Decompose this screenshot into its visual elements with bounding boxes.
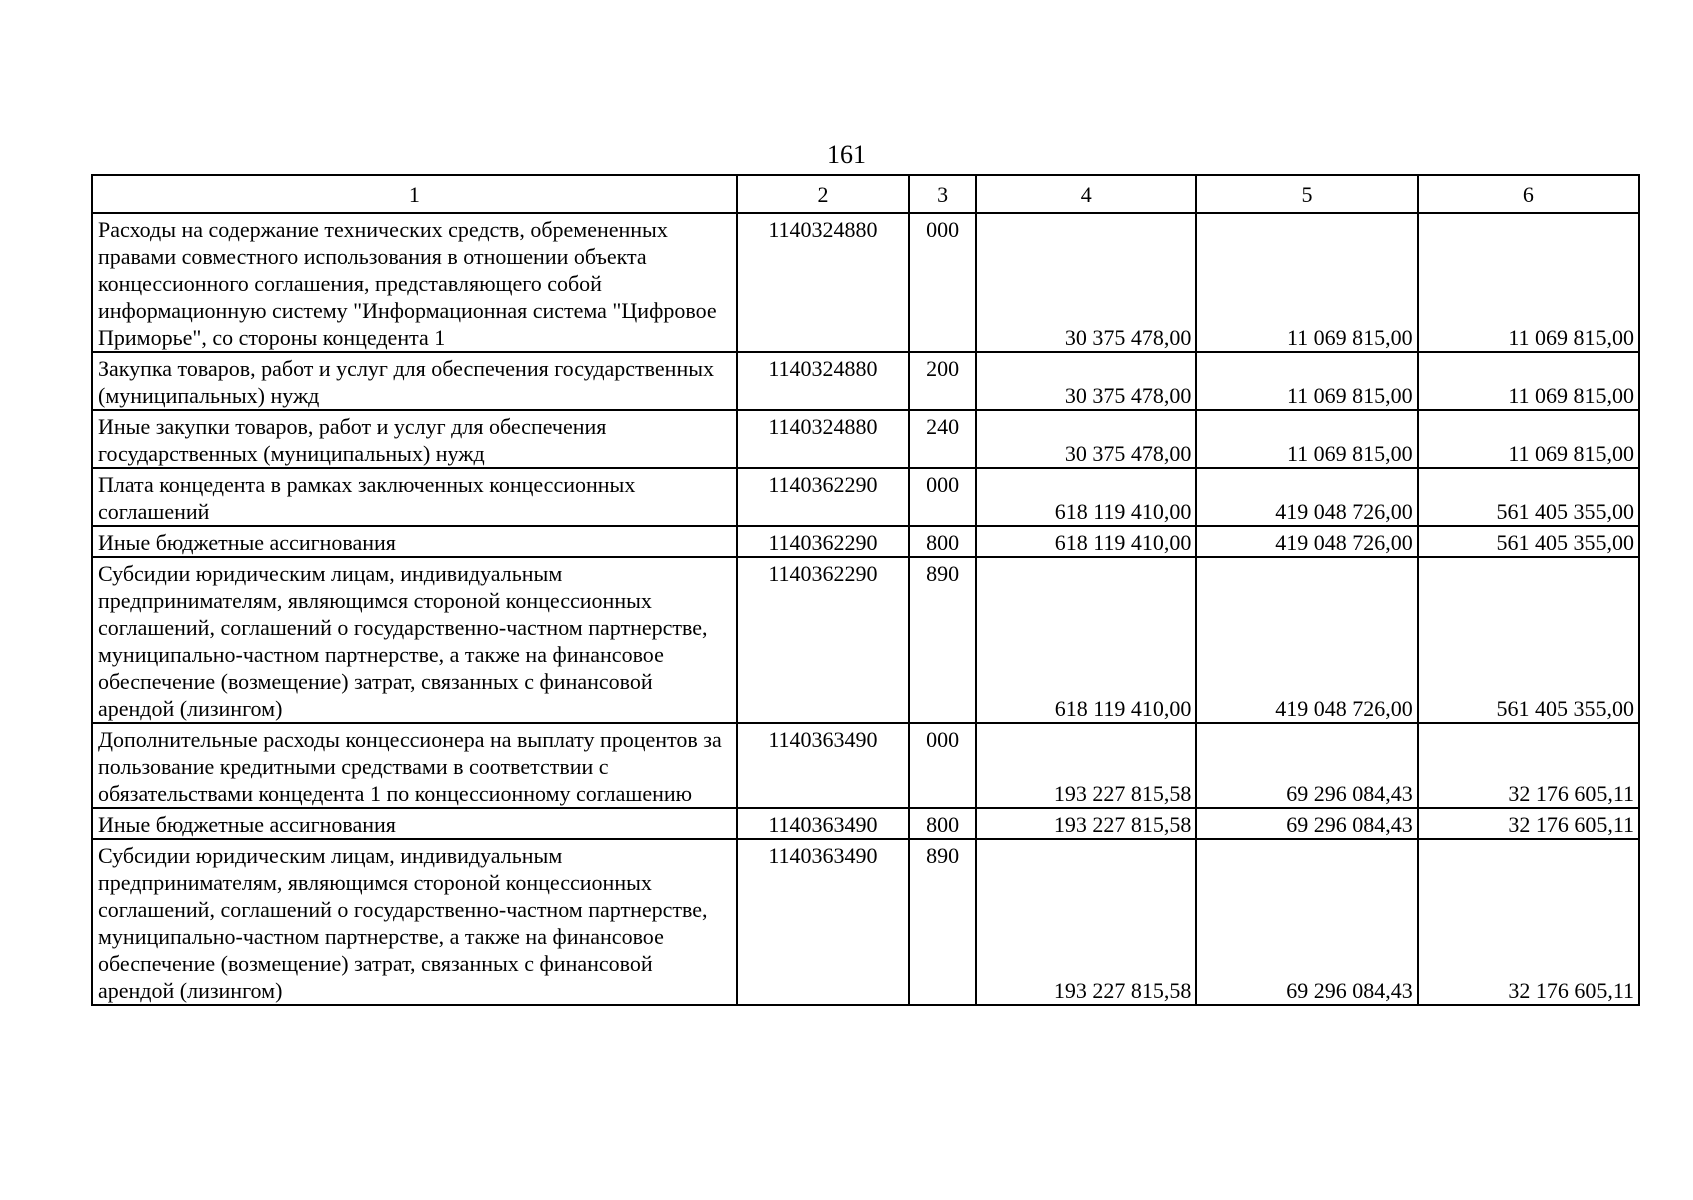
amount-col-4: 618 119 410,00 bbox=[976, 557, 1196, 723]
amount-col-6: 11 069 815,00 bbox=[1418, 213, 1639, 352]
row-name: Субсидии юридическим лицам, индивидуальным предпринимателям, являющимся стороной концессионных соглашений, соглашений о государственно-частном партнерстве, муниципально-частном партнерстве, а также на финансовое обеспечение (возмещение) затрат, связанных с финансовой арендой (лизингом) bbox=[92, 839, 737, 1005]
expense-type-code: 800 bbox=[909, 526, 976, 557]
target-article-code: 1140324880 bbox=[737, 352, 909, 410]
column-header-2: 2 bbox=[737, 175, 909, 213]
amount-col-5: 419 048 726,00 bbox=[1196, 526, 1417, 557]
amount-col-4: 193 227 815,58 bbox=[976, 723, 1196, 808]
target-article-code: 1140362290 bbox=[737, 557, 909, 723]
table-row bbox=[92, 808, 1639, 839]
expense-type-code: 890 bbox=[909, 557, 976, 723]
column-header-1: 1 bbox=[92, 175, 737, 213]
table-row bbox=[92, 352, 1639, 410]
amount-col-6: 32 176 605,11 bbox=[1418, 808, 1639, 839]
expense-type-code: 000 bbox=[909, 213, 976, 352]
amount-col-5: 419 048 726,00 bbox=[1196, 557, 1417, 723]
amount-col-4: 30 375 478,00 bbox=[976, 213, 1196, 352]
amount-col-6: 32 176 605,11 bbox=[1418, 839, 1639, 1005]
expense-type-code: 240 bbox=[909, 410, 976, 468]
target-article-code: 1140324880 bbox=[737, 213, 909, 352]
amount-col-6: 11 069 815,00 bbox=[1418, 352, 1639, 410]
table-row bbox=[92, 526, 1639, 557]
column-header-5: 5 bbox=[1196, 175, 1417, 213]
row-name: Иные закупки товаров, работ и услуг для обеспечения государственных (муниципальных) нужд bbox=[92, 410, 737, 468]
amount-col-4: 193 227 815,58 bbox=[976, 839, 1196, 1005]
amount-col-6: 32 176 605,11 bbox=[1418, 723, 1639, 808]
column-header-3: 3 bbox=[909, 175, 976, 213]
amount-col-6: 11 069 815,00 bbox=[1418, 410, 1639, 468]
amount-col-4: 30 375 478,00 bbox=[976, 410, 1196, 468]
row-name: Субсидии юридическим лицам, индивидуальным предпринимателям, являющимся стороной концессионных соглашений, соглашений о государственно-частном партнерстве, муниципально-частном партнерстве, а также на финансовое обеспечение (возмещение) затрат, связанных с финансовой арендой (лизингом) bbox=[92, 557, 737, 723]
target-article-code: 1140362290 bbox=[737, 526, 909, 557]
table-row bbox=[92, 723, 1639, 808]
amount-col-4: 618 119 410,00 bbox=[976, 468, 1196, 526]
amount-col-4: 30 375 478,00 bbox=[976, 352, 1196, 410]
amount-col-6: 561 405 355,00 bbox=[1418, 557, 1639, 723]
amount-col-5: 11 069 815,00 bbox=[1196, 352, 1417, 410]
target-article-code: 1140363490 bbox=[737, 808, 909, 839]
expense-type-code: 800 bbox=[909, 808, 976, 839]
target-article-code: 1140362290 bbox=[737, 468, 909, 526]
table-row bbox=[92, 468, 1639, 526]
row-name: Иные бюджетные ассигнования bbox=[92, 808, 737, 839]
row-name: Иные бюджетные ассигнования bbox=[92, 526, 737, 557]
row-name: Дополнительные расходы концессионера на выплату процентов за пользование кредитными средствами в соответствии с обязательствами концедента 1 по концессионному соглашению bbox=[92, 723, 737, 808]
budget-table bbox=[91, 174, 1640, 1006]
amount-col-5: 419 048 726,00 bbox=[1196, 468, 1417, 526]
row-name: Расходы на содержание технических средств, обремененных правами совместного использования в отношении объекта концессионного соглашения, представляющего собой информационную систему "Информационная система "Цифровое Приморье", со стороны концедента 1 bbox=[92, 213, 737, 352]
row-name: Закупка товаров, работ и услуг для обеспечения государственных (муниципальных) нужд bbox=[92, 352, 737, 410]
table-row bbox=[92, 213, 1639, 352]
amount-col-4: 618 119 410,00 bbox=[976, 526, 1196, 557]
table-row bbox=[92, 839, 1639, 1005]
expense-type-code: 000 bbox=[909, 468, 976, 526]
column-header-4: 4 bbox=[976, 175, 1196, 213]
row-name: Плата концедента в рамках заключенных концессионных соглашений bbox=[92, 468, 737, 526]
expense-type-code: 000 bbox=[909, 723, 976, 808]
amount-col-5: 11 069 815,00 bbox=[1196, 410, 1417, 468]
amount-col-6: 561 405 355,00 bbox=[1418, 468, 1639, 526]
expense-type-code: 200 bbox=[909, 352, 976, 410]
table-row bbox=[92, 410, 1639, 468]
table-row bbox=[92, 557, 1639, 723]
amount-col-5: 69 296 084,43 bbox=[1196, 808, 1417, 839]
header-row bbox=[92, 175, 1639, 213]
target-article-code: 1140324880 bbox=[737, 410, 909, 468]
amount-col-4: 193 227 815,58 bbox=[976, 808, 1196, 839]
expense-type-code: 890 bbox=[909, 839, 976, 1005]
amount-col-5: 69 296 084,43 bbox=[1196, 839, 1417, 1005]
amount-col-5: 69 296 084,43 bbox=[1196, 723, 1417, 808]
page-number: 161 bbox=[827, 140, 866, 169]
amount-col-6: 561 405 355,00 bbox=[1418, 526, 1639, 557]
column-header-6: 6 bbox=[1418, 175, 1639, 213]
target-article-code: 1140363490 bbox=[737, 723, 909, 808]
amount-col-5: 11 069 815,00 bbox=[1196, 213, 1417, 352]
target-article-code: 1140363490 bbox=[737, 839, 909, 1005]
